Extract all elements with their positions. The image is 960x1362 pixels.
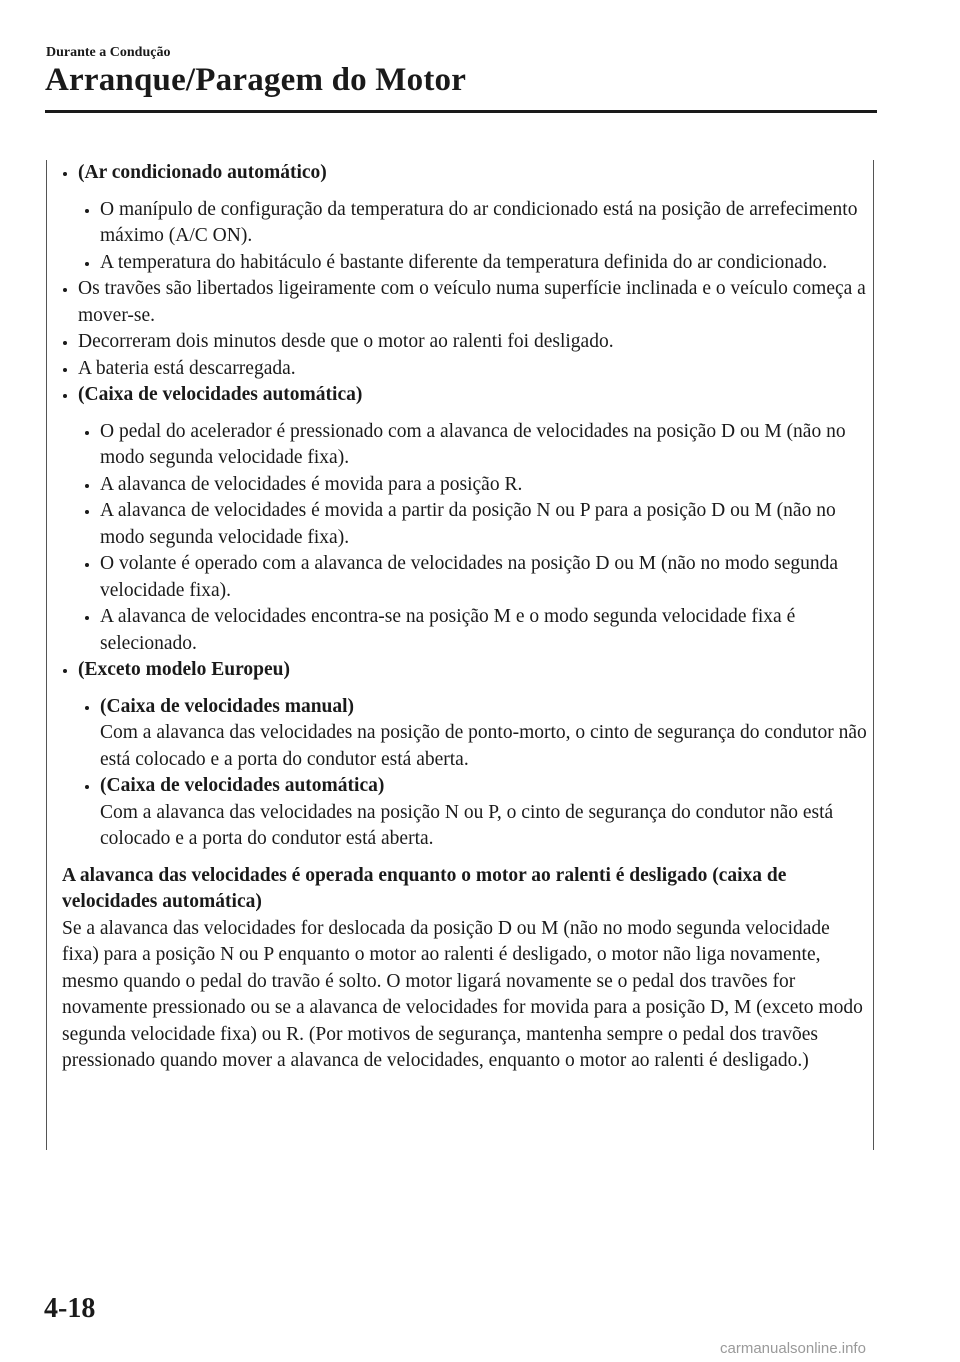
list-item: A alavanca de velocidades é movida a partir da posição N ou P para a posição D ou M (não no modo segunda velocidade fixa). — [84, 498, 868, 551]
content-body — [62, 160, 868, 1075]
content-frame-right — [873, 160, 874, 1150]
list-item: A bateria está descarregada. — [62, 356, 868, 383]
list-item: A alavanca de velocidades encontra-se na posição M e o modo segunda velocidade fixa é selecionado. — [84, 604, 868, 657]
list-item: O manípulo de configuração da temperatura do ar condicionado está na posição de arrefecimento máximo (A/C ON). — [84, 197, 868, 250]
page-number: 4-18 — [44, 1293, 96, 1324]
automatic-heading: (Caixa de velocidades automática) — [100, 775, 385, 796]
note-block — [62, 863, 868, 1075]
title-rule — [45, 110, 877, 113]
list-item: O volante é operado com a alavanca de velocidades na posição D ou M (não no modo segunda velocidade fixa). — [84, 551, 868, 604]
note-body: Se a alavanca das velocidades for deslocada da posição D ou M (não no modo segunda velocidade fixa) para a posição N ou P enquanto o motor ao ralenti é desligado, o motor não liga novamente, mesmo quando o pedal do travão é solto. O motor ligará novamente se o pedal dos travões for novamente pressionado ou se a alavanca de velocidades for movida para a posição D, M (exceto modo segunda velocidade fixa) ou R. (Por motivos de segurança, mantenha sempre o pedal dos travões pressionado quando mover a alavanca de velocidades, enquanto o motor ao ralenti é desligado.) — [62, 917, 863, 1071]
list-item: Decorreram dois minutos desde que o motor ao ralenti foi desligado. — [62, 329, 868, 356]
footer-brand: carmanualsonline.info — [720, 1340, 866, 1357]
note-heading: A alavanca das velocidades é operada enquanto o motor ao ralenti é desligado (caixa de velocidades automática) — [62, 864, 787, 912]
list-item: O pedal do acelerador é pressionado com a alavanca de velocidades na posição D ou M (não no modo segunda velocidade fixa). — [84, 419, 868, 472]
list-item: A alavanca de velocidades é movida para a posição R. — [84, 472, 868, 499]
page-title: Arranque/Paragem do Motor — [45, 62, 467, 98]
list-item-eu-heading: (Exceto modelo Europeu) — [62, 657, 868, 684]
list-item: Os travões são libertados ligeiramente com o veículo numa superfície inclinada e o veículo começa a mover-se. — [62, 276, 868, 329]
list-item: A temperatura do habitáculo é bastante diferente da temperatura definida do ar condicionado. — [84, 250, 868, 277]
manual-heading: (Caixa de velocidades manual) — [100, 695, 355, 717]
list-item-automatic — [84, 773, 868, 853]
section-label: Durante a Condução — [46, 45, 171, 60]
content-frame-left — [46, 160, 47, 1150]
manual-text: Com a alavanca das velocidades na posição de ponto-morto, o cinto de segurança do condutor não está colocado e a porta do condutor está aberta. — [100, 722, 867, 770]
automatic-text: Com a alavanca das velocidades na posição N ou P, o cinto de segurança do condutor não está colocado e a porta do condutor está aberta. — [100, 801, 834, 849]
list-item-manual — [84, 694, 868, 774]
list-item-at-heading: (Caixa de velocidades automática) — [62, 382, 868, 409]
list-item-ac-heading: (Ar condicionado automático) — [62, 160, 868, 187]
